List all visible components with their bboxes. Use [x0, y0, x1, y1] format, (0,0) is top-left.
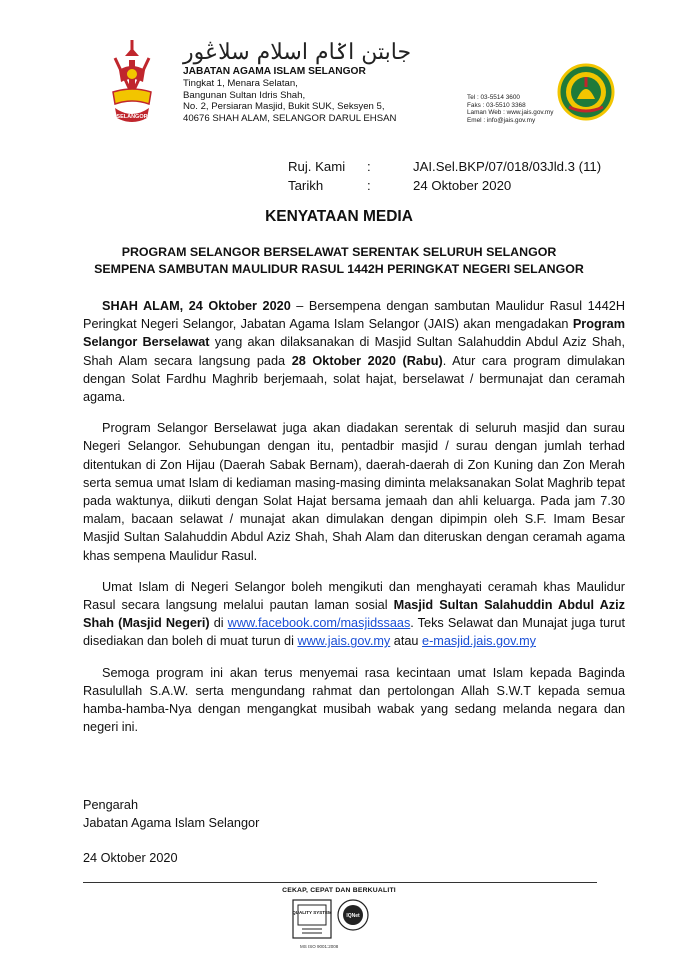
quality-certification-icon	[292, 899, 332, 939]
letterhead-address	[183, 66, 396, 125]
address-line: No. 2, Persiaran Masjid, Bukit SUK, Seksyen 5,	[183, 101, 385, 113]
letterhead-contact	[467, 94, 553, 124]
address-line: Tingkat 1, Menara Selatan,	[183, 77, 298, 89]
selangor-crest-icon	[107, 40, 157, 130]
signoff-org: Jabatan Agama Islam Selangor	[83, 816, 260, 831]
date-label: Tarikh	[288, 178, 324, 193]
cert2-label: IQNet	[346, 913, 360, 919]
event-date: 28 Oktober 2020 (Rabu)	[291, 353, 443, 368]
emasjid-link[interactable]: e-masjid.jais.gov.my	[422, 634, 536, 649]
date-colon: :	[367, 178, 371, 193]
address-line: 40676 SHAH ALAM, SELANGOR DARUL EHSAN	[183, 113, 397, 125]
address-line: Bangunan Sultan Idris Shah,	[183, 89, 306, 101]
paragraph-3: Umat Islam di Negeri Selangor boleh mengikuti dan menghayati ceramah khas Maulidur Rasul secara langsung melalui pautan laman sosial Masjid Sultan Salahuddin Abdul Aziz Shah (Masjid Negeri) di www.facebook.com/masjidssaas. Teks Selawat dan Munajat juga turut disediakan dan boleh di muat turun di www.jais.gov.my atau e-masjid.jais.gov.my	[83, 579, 625, 649]
cert-caption: MS ISO 9001:2008	[300, 944, 339, 949]
paragraph-4: Semoga program ini akan terus menyemai rasa kecintaan umat Islam kepada Baginda Rasulullah S.A.W. serta mengundang rahmat dan pertolongan Allah S.W.T kepada semua hamba-hamba-Nya dengan mengangkat musibah wabak yang sedang melanda negara dan negeri ini.	[83, 665, 625, 735]
paragraph-2: Program Selangor Berselawat juga akan diadakan serentak di seluruh masjid dan surau Negeri Selangor. Sehubungan dengan itu, pentadbir masjid / surau dengan jumlah terhad ditentukan di Zon Hijau (Daerah Sabak Bernam), daerah-daerah di Zon Kuning dan Zon Merah serta semua umat Islam di kediaman masing-masing diminta melaksanakan Solat Maghrib tepat pada waktunya, diikuti dengan Solat Hajat bersama jemaah dan ahli keluarga. Pada jam 7.30 malam, bacaan selawat / munajat akan dimulakan dengan dipimpin oleh S.F. Imam Besar Masjid Sultan Salahuddin Abdul Aziz Shah, Shah Alam dan diteruskan dengan ceramah agama khas sempena Maulidur Rasul.	[83, 421, 625, 563]
document-subheading	[40, 244, 638, 277]
subheading-line: SEMPENA SAMBUTAN MAULIDUR RASUL 1442H PERINGKAT NEGERI SELANGOR	[94, 261, 584, 276]
footer-tagline: CEKAP, CEPAT DAN BERKUALITI	[282, 887, 396, 894]
ref-label: Ruj. Kami	[288, 159, 346, 174]
footer-divider	[83, 882, 597, 883]
iqnet-certification-icon	[337, 899, 369, 931]
date-value: 24 Oktober 2020	[413, 178, 512, 193]
signoff-title: Pengarah	[83, 798, 139, 812]
signoff	[83, 796, 259, 832]
signoff-date: 24 Oktober 2020	[83, 851, 178, 865]
ref-colon: :	[367, 159, 371, 174]
facebook-link[interactable]: www.facebook.com/masjidssaas	[227, 616, 411, 631]
subheading-line: PROGRAM SELANGOR BERSELAWAT SERENTAK SELURUH SELANGOR	[121, 245, 557, 259]
program-name: Program Selangor Berselawat	[83, 317, 625, 350]
ref-value: JAI.Sel.BKP/07/018/03Jld.3 (11)	[413, 159, 602, 174]
crest-ribbon-text: SELANGOR	[116, 114, 148, 120]
dateline: SHAH ALAM, 24 Oktober 2020	[102, 299, 291, 313]
contact-line: Laman Web : www.jais.gov.my	[467, 109, 554, 117]
mosque-name: Masjid Sultan Salahuddin Abdul Aziz Shah (Masjid Negeri)	[83, 598, 625, 631]
contact-line: Faks : 03-5510 3368	[467, 101, 526, 109]
org-name-jawi: جابتن اݢام اسلام سلاڠور	[183, 40, 412, 65]
cert1-label: QUALITY SYSTEM	[292, 910, 332, 915]
document-body	[83, 297, 625, 749]
contact-line: Emel : info@jais.gov.my	[467, 116, 536, 124]
contact-line: Tel : 03-5514 3600	[467, 94, 520, 101]
document-heading: KENYATAAN MEDIA	[265, 208, 413, 225]
jais-website-link[interactable]: www.jais.gov.my	[297, 634, 391, 649]
org-name: JABATAN AGAMA ISLAM SELANGOR	[183, 66, 366, 77]
paragraph-1: SHAH ALAM, 24 Oktober 2020 – Bersempena dengan sambutan Maulidur Rasul 1442H Peringkat Negeri Selangor, Jabatan Agama Islam Selangor (JAIS) akan mengadakan Program Selangor Berselawat yang akan dilaksanakan di Masjid Sultan Salahuddin Abdul Aziz Shah, Shah Alam secara langsung pada 28 Oktober 2020 (Rabu). Atur cara program dimulakan dengan Solat Fardhu Maghrib berjemaah, solat hajat, berselawat / bermunajat dan ceramah agama.	[83, 299, 626, 405]
jais-emblem-icon	[557, 63, 615, 121]
